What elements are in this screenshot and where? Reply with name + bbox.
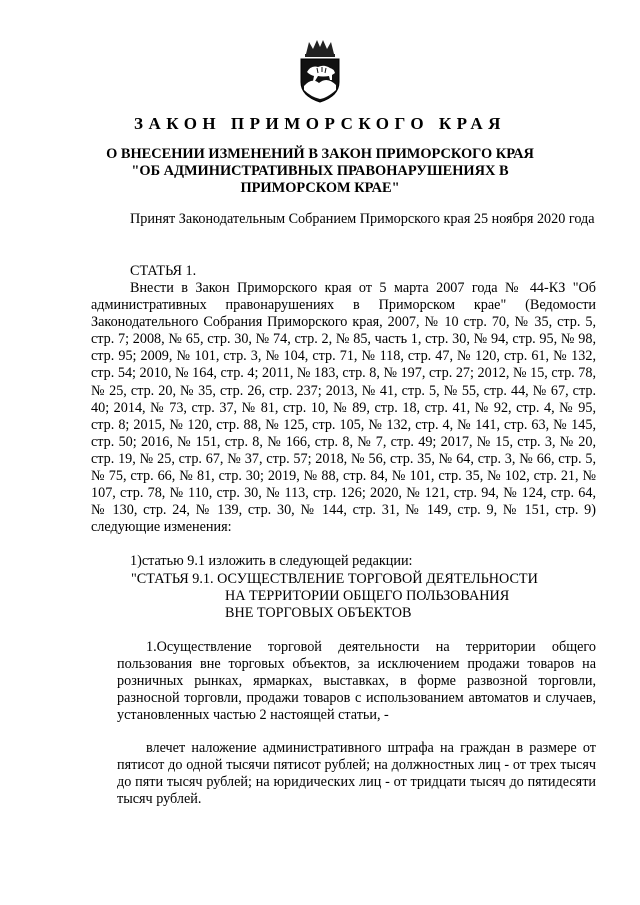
amendment-item-1: 1)статью 9.1 изложить в следующей редакции: (130, 553, 413, 569)
law-subtitle (100, 146, 540, 197)
article-9-1-part-1: 1.Осуществление торговой деятельности на территории общего пользования вне торговых объектов, за исключением продажи товаров на розничных рынках, ярмарках, выставках, в форме развозной торговли, разносной торговли, продажи товаров с использованием автоматов и случаев, установленных частью 2 настоящей статьи, - (117, 639, 596, 724)
article-9-1-penalty: влечет наложение административного штрафа на граждан в размере от пятисот до одной тысячи пятисот рублей; на должностных лиц - от трех тысяч до пяти тысяч рублей; на юридических лиц - от тридцати тысяч до пятидесяти тысяч рублей. (117, 740, 596, 808)
article-1-title: СТАТЬЯ 1. (130, 263, 197, 279)
subtitle-line: "ОБ АДМИНИСТРАТИВНЫХ ПРАВОНАРУШЕНИЯХ В (131, 163, 509, 179)
subtitle-line: О ВНЕСЕНИИ ИЗМЕНЕНИЙ В ЗАКОН ПРИМОРСКОГО КРАЯ (106, 146, 534, 162)
article-9-1-title (131, 571, 538, 622)
article-title-line: ВНЕ ТОРГОВЫХ ОБЪЕКТОВ (225, 605, 412, 621)
article-title-line: "СТАТЬЯ 9.1. ОСУЩЕСТВЛЕНИЕ ТОРГОВОЙ ДЕЯТЕЛЬНОСТИ (131, 571, 538, 587)
coat-of-arms-icon (297, 38, 343, 104)
law-title: ЗАКОН ПРИМОРСКОГО КРАЯ (134, 114, 506, 133)
subtitle-line: ПРИМОРСКОМ КРАЕ" (240, 180, 400, 196)
accepted-note: Принят Законодательным Собранием Приморского края 25 ноября 2020 года (130, 211, 595, 227)
article-1-body: Внести в Закон Приморского края от 5 марта 2007 года № 44-КЗ "Об административных правонарушениях в Приморском крае" (Ведомости Законодательного Собрания Приморского края, 2007, № 10 стр. 70, № 35, стр. 5, стр. 7; 2008, № 65, стр. 30, № 74, стр. 2, № 85, часть 1, стр. 30, № 94, стр. 95, № 98, стр. 95; 2009, № 101, стр. 3, № 104, стр. 71, № 118, стр. 47, № 120, стр. 61, № 132, стр. 54; 2010, № 164, стр. 4; 2011, № 183, стр. 8, № 197, стр. 27; 2012, № 15, стр. 78, № 25, стр. 20, № 35, стр. 26, стр. 237; 2013, № 41, стр. 5, № 55, стр. 44, № 67, стр. 40; 2014, № 73, стр. 37, № 81, стр. 10, № 89, стр. 18, стр. 41, № 92, стр. 4, № 95, стр. 8; 2015, № 120, стр. 88, № 125, стр. 105, № 132, стр. 4, № 141, стр. 63, № 145, стр. 50; 2016, № 151, стр. 8, № 166, стр. 8, № 7, стр. 49; 2017, № 15, стр. 3, № 20, стр. 19, № 25, стр. 67, № 37, стр. 57; 2018, № 56, стр. 35, № 64, стр. 3, № 66, стр. 5, № 75, стр. 66, № 81, стр. 30; 2019, № 88, стр. 84, № 101, стр. 35, № 102, стр. 21, № 107, стр. 78, № 110, стр. 30, № 113, стр. 126; 2020, № 121, стр. 94, № 124, стр. 64, № 130, стр. 24, № 139, стр. 30, № 144, стр. 31, № 149, стр. 9, № 151, стр. 9) следующие изменения: (91, 280, 596, 536)
article-title-line: НА ТЕРРИТОРИИ ОБЩЕГО ПОЛЬЗОВАНИЯ (225, 588, 510, 604)
